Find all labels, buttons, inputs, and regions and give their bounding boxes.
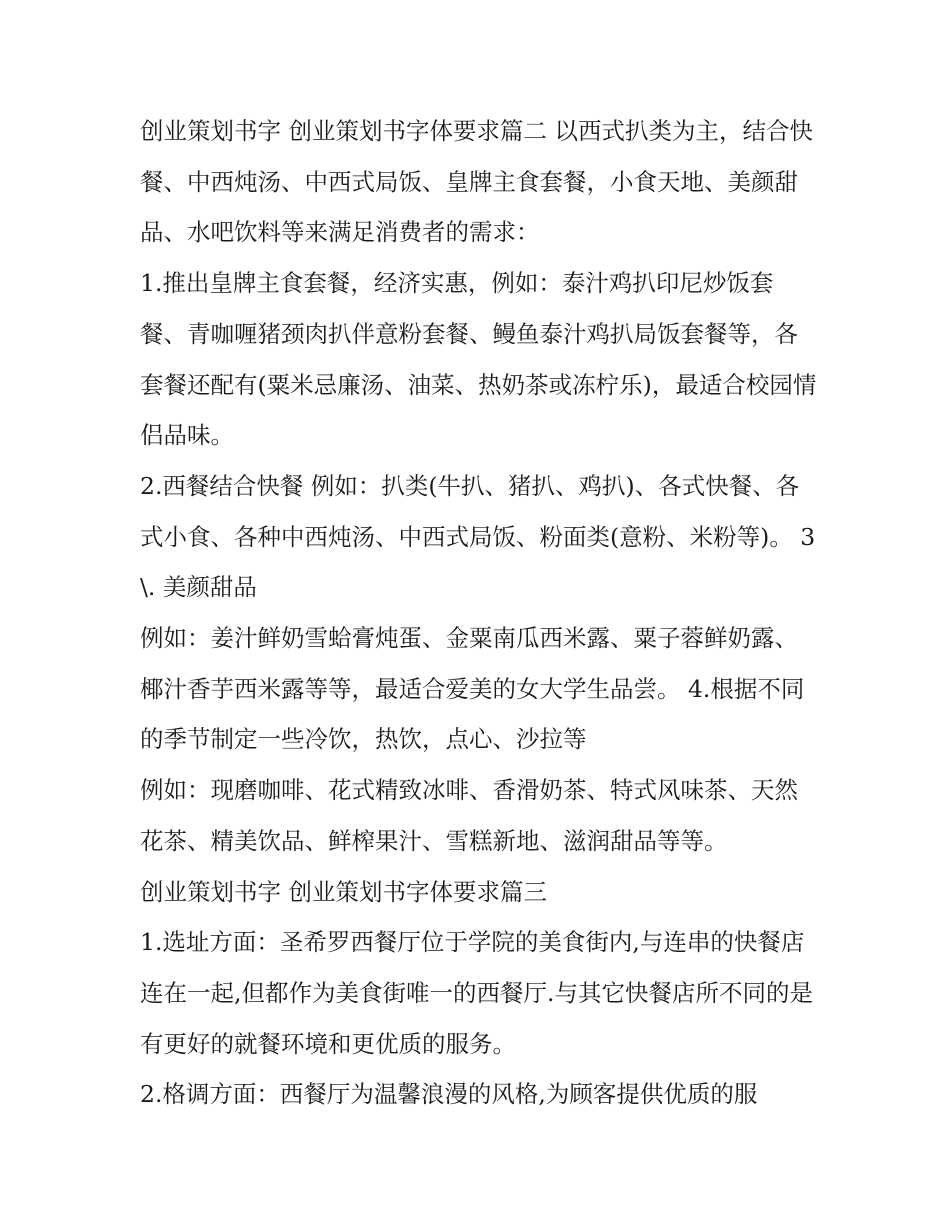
- paragraph-desserts-examples: 例如：姜汁鲜奶雪蛤膏炖蛋、金粟南瓜西米露、粟子蓉鲜奶露、椰汁香芋西米露等等，最适合爱美的女大学生品尝。 4.根据不同的季节制定一些冷饮，热饮，点心、沙拉等: [140, 624, 805, 754]
- section-heading-three: 创业策划书字 创业策划书字体要求篇三: [140, 877, 547, 906]
- paragraph-intro-section-two: 创业策划书字 创业策划书字体要求篇二 以西式扒类为主，结合快餐、中西炖汤、中西式局饭、皇牌主食套餐，小食天地、美颜甜品、水吧饮料等来满足消费者的需求：: [140, 117, 813, 247]
- paragraph-item-2-western-fast-food: 2.西餐结合快餐 例如：扒类(牛扒、猪扒、鸡扒)、各式快餐、各式小食、各种中西炖汤、中西式局饭、粉面类(意粉、米粉等)。 3\. 美颜甜品: [140, 471, 816, 602]
- paragraph-item-1-set-meals: 1.推出皇牌主食套餐，经济实惠，例如：泰汁鸡扒印尼炒饭套餐、青咖喱猪颈肉扒伴意粉套餐、鳗鱼泰汁鸡扒局饭套餐等，各套餐还配有(粟米忌廉汤、油菜、热奶茶或冻柠乐)，最适合校园情侣品味。: [140, 269, 817, 450]
- paragraph-drinks-examples: 例如：现磨咖啡、花式精致冰啡、香滑奶茶、特式风味茶、天然花茶、精美饮品、鲜榨果汁、雪糕新地、滋润甜品等等。: [140, 776, 798, 855]
- paragraph-location: 1.选址方面：圣希罗西餐厅位于学院的美食街内,与连串的快餐店连在一起,但都作为美食街唯一的西餐厅.与其它快餐店所不同的是有更好的就餐环境和更优质的服务。: [140, 928, 813, 1058]
- document-body: [140, 106, 820, 1120]
- paragraph-style: 2.格调方面：西餐厅为温馨浪漫的风格,为顾客提供优质的服: [140, 1080, 758, 1109]
